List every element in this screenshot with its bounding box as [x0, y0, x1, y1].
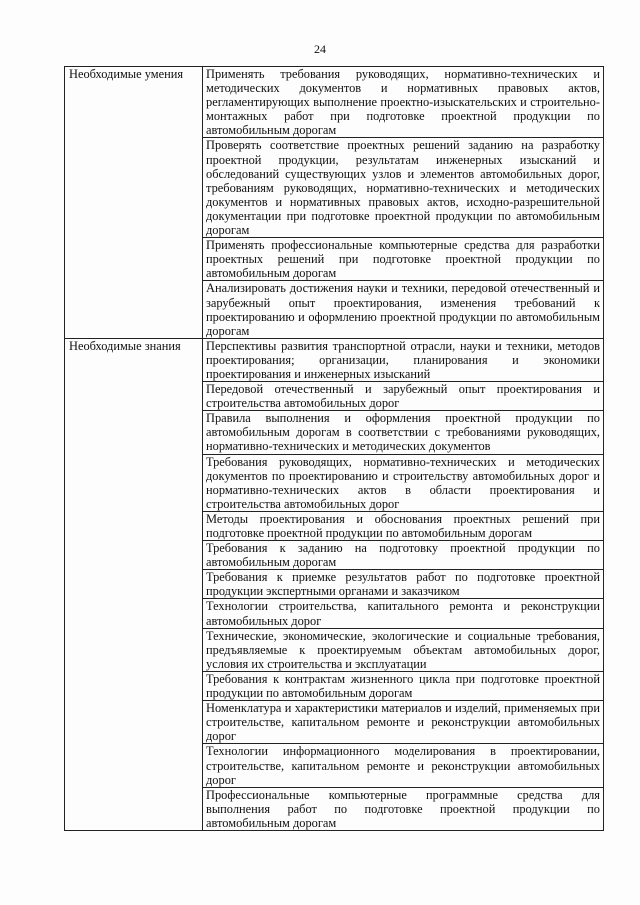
knowledge-list	[203, 338, 604, 830]
skill-item: Проверять соответствие проектных решений заданию на разработку проектной продукции, результатам инженерных изысканий и обследований существующих узлов и элементов автомобильных дорог, требованиям руководящих, нормативно-технических и методических документов и нормативных правовых актов, исходно-разрешительной документации при подготовке проектной продукции по автомобильным дорогам	[203, 138, 603, 238]
skills-row	[65, 67, 604, 339]
knowledge-item: Требования руководящих, нормативно-технических и методических документов по проектированию и строительству автомобильных дорог и нормативно-технических актов в области проектирования и строительства автомобильных дорог	[203, 455, 603, 512]
knowledge-label: Необходимые знания	[65, 338, 203, 830]
knowledge-item: Номенклатура и характеристики материалов и изделий, применяемых при строительстве, капитальном ремонте и реконструкции автомобильных дорог	[203, 701, 603, 744]
knowledge-item: Требования к заданию на подготовку проектной продукции по автомобильным дорогам	[203, 541, 603, 570]
page-number: 24	[314, 42, 326, 56]
knowledge-item: Технологии строительства, капитального ремонта и реконструкции автомобильных дорог	[203, 599, 603, 628]
knowledge-item: Передовой отечественный и зарубежный опыт проектирования и строительства автомобильных дорог	[203, 382, 603, 411]
knowledge-item: Технологии информационного моделирования в проектировании, строительстве, капитальном ремонте и реконструкции автомобильных дорог	[203, 744, 603, 787]
knowledge-item: Технические, экономические, экологические и социальные требования, предъявляемые к проектируемым объектам автомобильных дорог, условия их строительства и эксплуатации	[203, 629, 603, 672]
skill-item: Анализировать достижения науки и техники, передовой отечественный и зарубежный опыт проектирования, изменения требований к проектированию и оформлению проектной продукции по автомобильным дорогам	[206, 281, 600, 338]
skill-item: Применять профессиональные компьютерные средства для разработки проектных решений при подготовке проектной продукции по автомобильным дорогам	[203, 238, 603, 281]
skills-list	[203, 67, 604, 339]
knowledge-item: Требования к контрактам жизненного цикла при подготовке проектной продукции по автомобильным дорогам	[203, 672, 603, 701]
skills-label: Необходимые умения	[65, 67, 203, 339]
knowledge-item: Перспективы развития транспортной отрасли, науки и техники, методов проектирования; организации, планирования и экономики проектирования и инженерных изысканий	[203, 339, 603, 382]
knowledge-item: Требования к приемке результатов работ по подготовке проектной продукции экспертными органами и заказчиком	[203, 570, 603, 599]
knowledge-row	[65, 338, 604, 830]
skill-item: Применять требования руководящих, нормативно-технических и методических документов и нормативных правовых актов, регламентирующих выполнение проектно-изыскательских и строительно-монтажных работ при подготовке проектной продукции по автомобильным дорогам	[203, 67, 603, 138]
requirements-table	[64, 66, 604, 831]
knowledge-item: Правила выполнения и оформления проектной продукции по автомобильным дорогам в соответствии с требованиями руководящих, нормативно-технических и методических документов	[203, 411, 603, 454]
knowledge-item: Профессиональные компьютерные программные средства для выполнения работ по подготовке проектной продукции по автомобильным дорогам	[206, 787, 600, 830]
knowledge-item: Методы проектирования и обоснования проектных решений при подготовке проектной продукции по автомобильным дорогам	[203, 512, 603, 541]
